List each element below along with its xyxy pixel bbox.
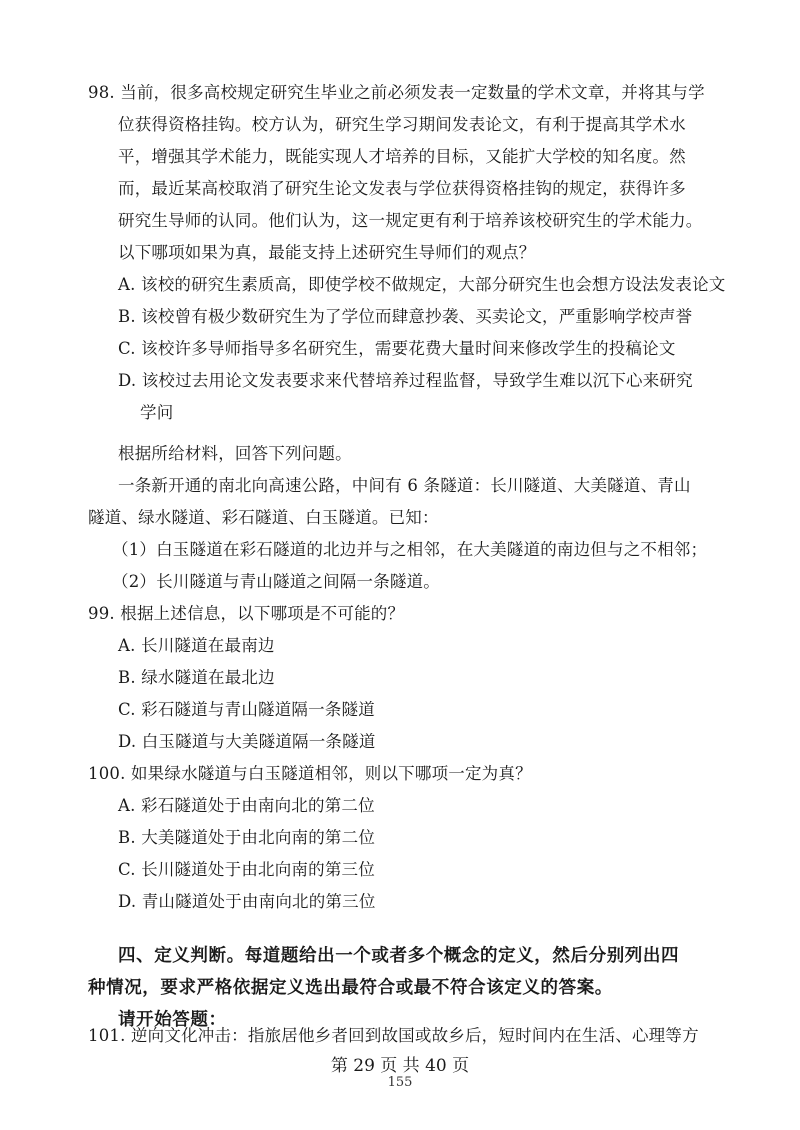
- section-4-start: 请开始答题：: [118, 1010, 227, 1030]
- material-intro: 根据所给材料，回答下列问题。: [118, 444, 352, 463]
- q98-stem-line-3: 平，增强其学术能力，既能实现人才培养的目标，又能扩大学校的知名度。然: [118, 147, 686, 166]
- q100-option-b: B. 大美隧道处于由北向南的第二位: [118, 828, 376, 847]
- q98-stem-line-6: 以下哪项如果为真，最能支持上述研究生导师们的观点？: [118, 243, 536, 262]
- page-number: 155: [387, 1075, 413, 1090]
- q98-option-b: B. 该校曾有极少数研究生为了学位而肆意抄袭、买卖论文，严重影响学校声誉: [118, 307, 693, 326]
- q98-option-d: D. 该校过去用论文发表要求来代替培养过程监督，导致学生难以沉下心来研究: [118, 371, 693, 390]
- q100-stem: 100. 如果绿水隧道与白玉隧道相邻，则以下哪项一定为真？: [88, 764, 532, 783]
- q99-option-b: B. 绿水隧道在最北边: [118, 668, 275, 687]
- q99-option-a: A. 长川隧道在最南边: [118, 636, 275, 655]
- page-counter: 第 29 页 共 40 页: [330, 1056, 470, 1076]
- material-text-line-1: 一条新开通的南北向高速公路，中间有 6 条隧道：长川隧道、大美隧道、青山: [118, 476, 691, 495]
- section-4-heading-line-1: 四、定义判断。每道题给出一个或者多个概念的定义，然后分别列出四: [118, 946, 680, 966]
- q98-stem-line-4: 而，最近某高校取消了研究生论文发表与学位获得资格挂钩的规定，获得许多: [118, 179, 686, 198]
- q101-stem: 101. 逆向文化冲击：指旅居他乡者回到故国或故乡后，短时间内在生活、心理等方: [88, 1026, 699, 1045]
- q98-stem-line-2: 位获得资格挂钩。校方认为，研究生学习期间发表论文，有利于提高其学术水: [118, 115, 686, 134]
- q99-option-d: D. 白玉隧道与大美隧道隔一条隧道: [118, 732, 376, 751]
- material-condition-2: （2）长川隧道与青山隧道之间隔一条隧道。: [112, 572, 440, 591]
- q99-stem: 99. 根据上述信息，以下哪项是不可能的？: [88, 604, 405, 623]
- q99-option-c: C. 彩石隧道与青山隧道隔一条隧道: [118, 700, 375, 719]
- material-text-line-2: 隧道、绿水隧道、彩石隧道、白玉隧道。已知：: [88, 508, 439, 527]
- q100-option-a: A. 彩石隧道处于由南向北的第二位: [118, 796, 375, 815]
- section-4-heading-line-2: 种情况，要求严格依据定义选出最符合或最不符合该定义的答案。: [88, 978, 613, 998]
- q98-stem-line-5: 研究生导师的认同。他们认为，这一规定更有利于培养该校研究生的学术能力。: [118, 211, 703, 230]
- q98-option-a: A. 该校的研究生素质高，即使学校不做规定，大部分研究生也会想方设法发表论文: [118, 275, 726, 294]
- q98-option-d-cont: 学问: [140, 403, 174, 422]
- q98-option-c: C. 该校许多导师指导多名研究生，需要花费大量时间来修改学生的投稿论文: [118, 339, 676, 358]
- material-condition-1: （1）白玉隧道在彩石隧道的北边并与之相邻，在大美隧道的南边但与之不相邻；: [112, 540, 708, 559]
- q100-option-d: D. 青山隧道处于由南向北的第三位: [118, 892, 376, 911]
- q100-option-c: C. 长川隧道处于由北向南的第三位: [118, 860, 375, 879]
- q98-stem-line-1: 98. 当前，很多高校规定研究生毕业之前必须发表一定数量的学术文章，并将其与学: [88, 83, 705, 102]
